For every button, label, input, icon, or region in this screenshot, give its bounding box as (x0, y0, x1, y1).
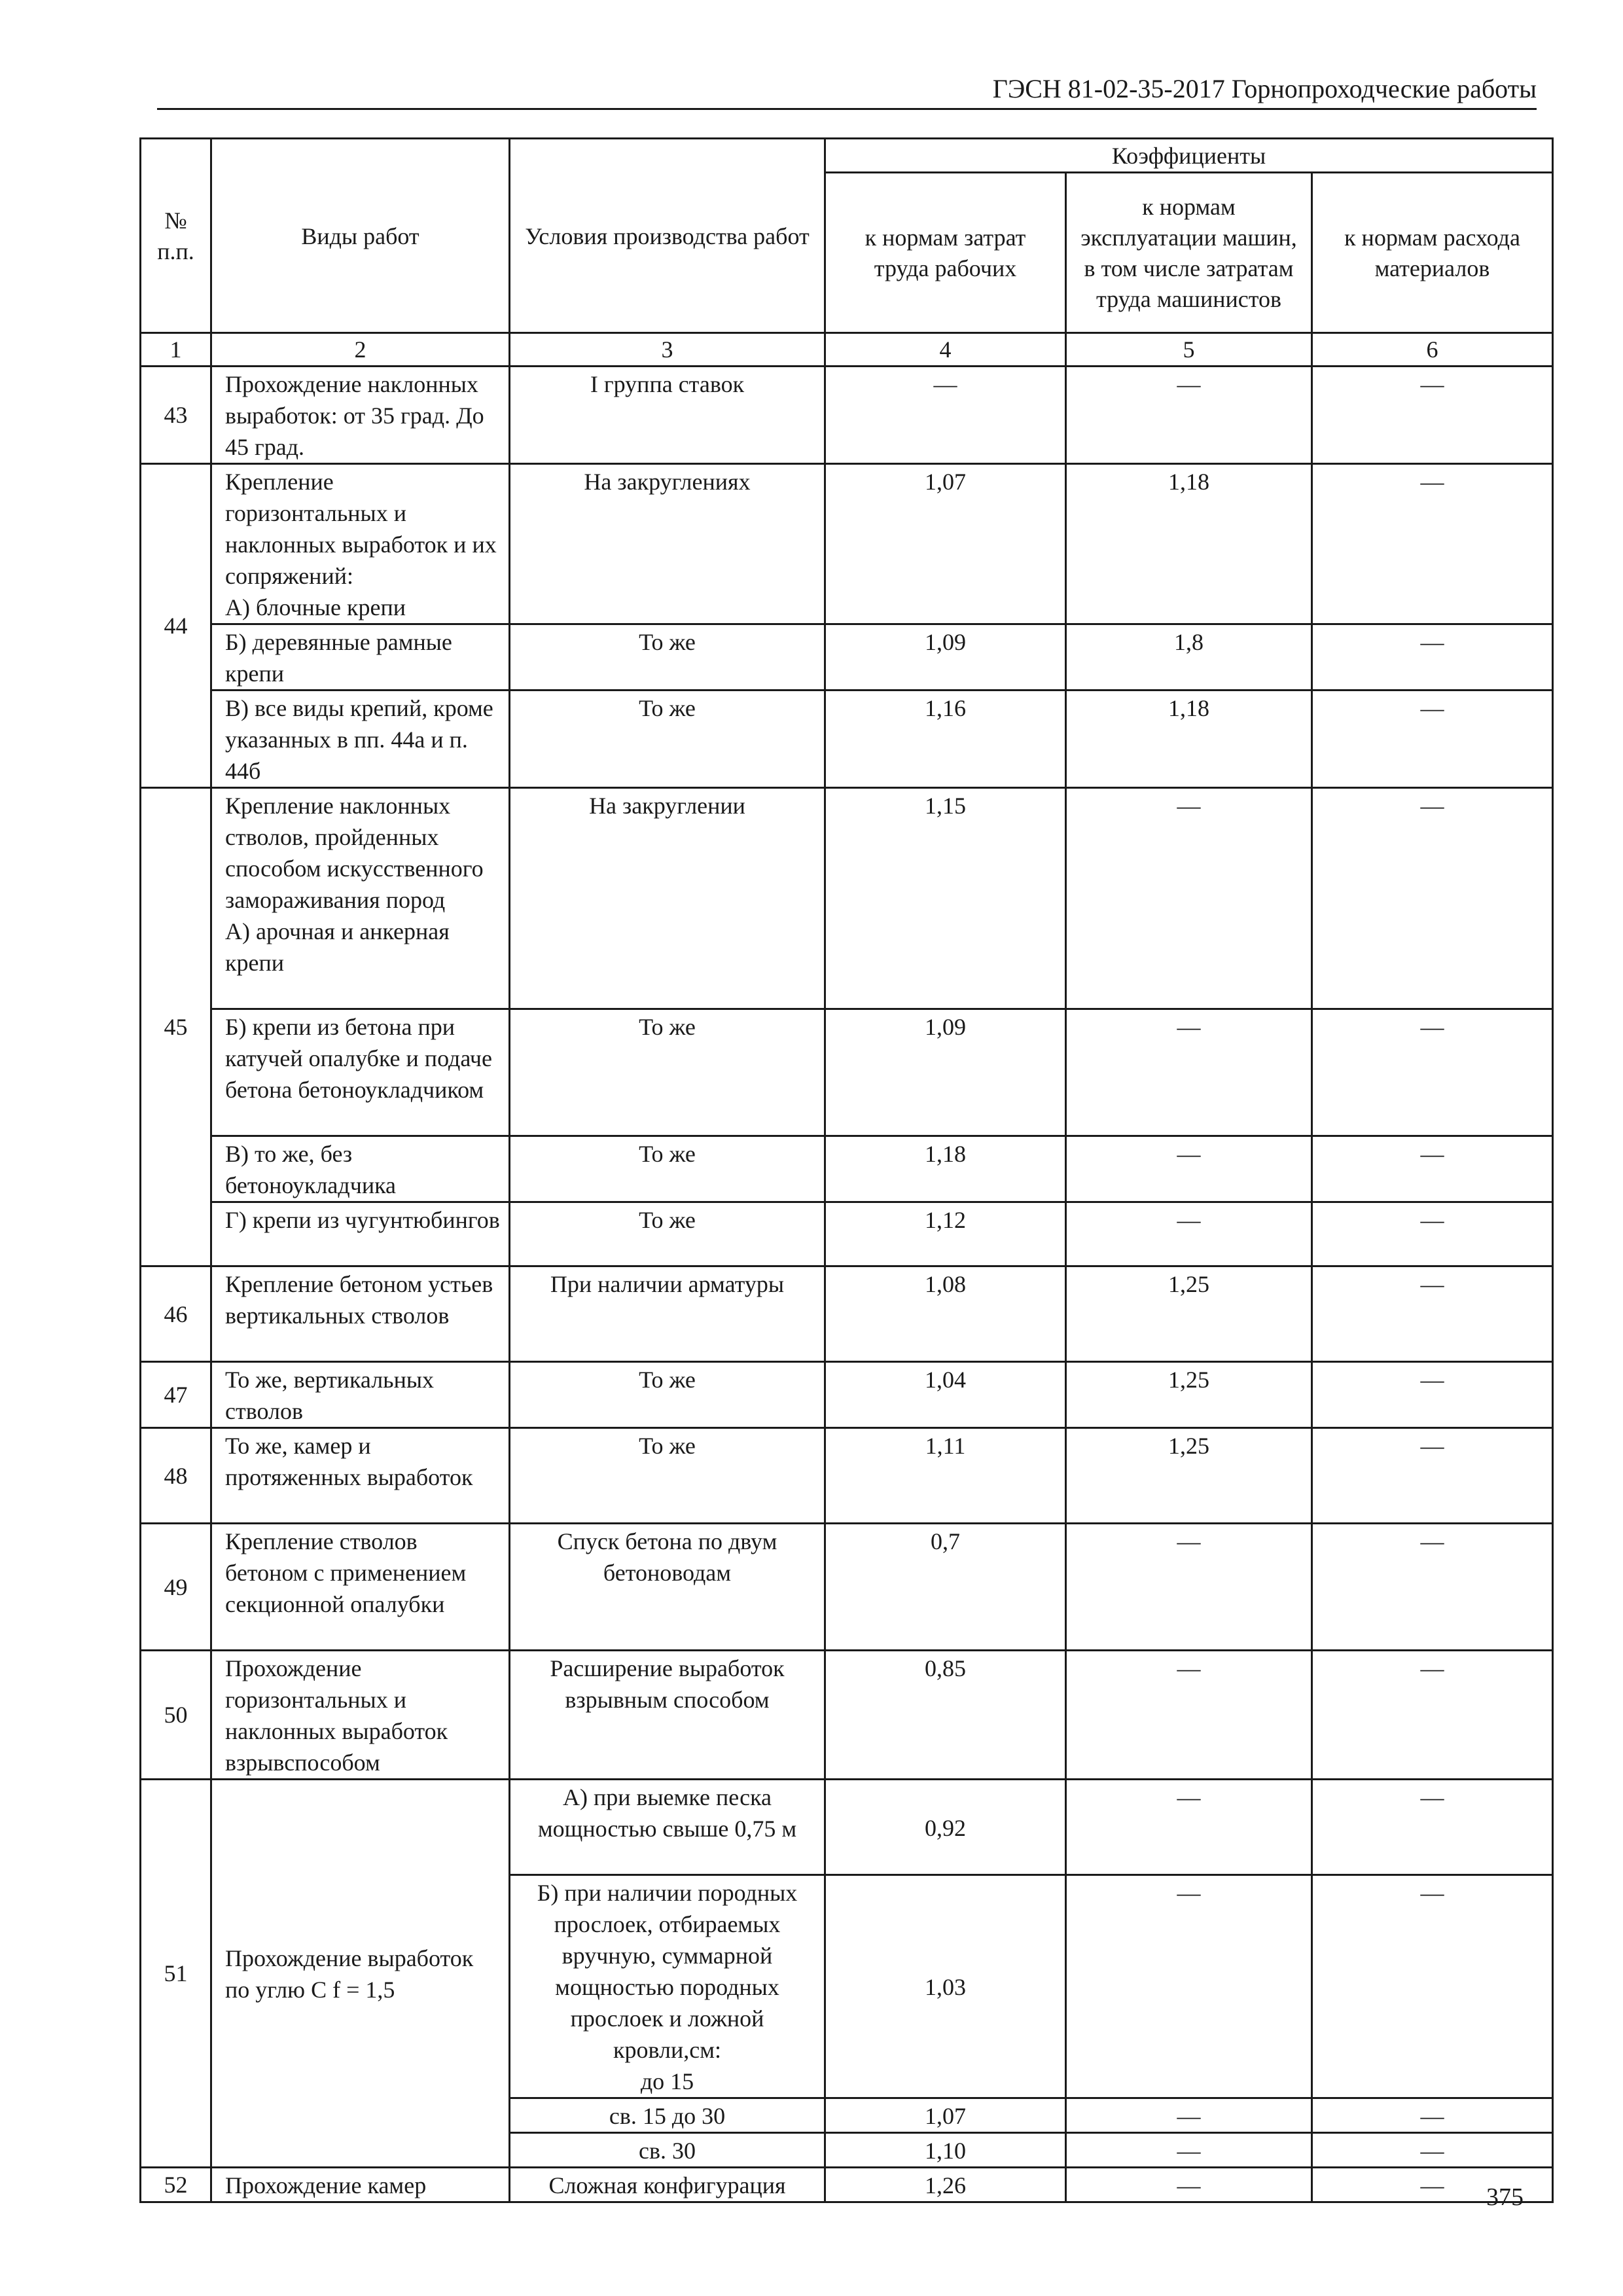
machines-coefficient: — (1066, 1136, 1312, 1202)
row-number: 49 (141, 1524, 211, 1651)
table-row (141, 1266, 1553, 1362)
materials-coefficient: — (1312, 2098, 1553, 2133)
labor-coefficient: 0,7 (825, 1524, 1066, 1651)
table-row (141, 788, 1553, 1009)
work-type: Б) крепи из бетона при катучей опалубке и подаче бетона бетоноукладчиком (211, 1009, 510, 1136)
conditions: А) при выемке песка мощностью свыше 0,75 м (510, 1780, 825, 1875)
column-number: 4 (825, 333, 1066, 367)
header-num: № п.п. (141, 139, 211, 333)
conditions: То же (510, 1009, 825, 1136)
machines-coefficient: 1,25 (1066, 1266, 1312, 1362)
work-type: Крепление наклонных стволов, пройденных способом искусственного замораживания пород А) арочная и анкерная крепи (211, 788, 510, 1009)
row-number: 50 (141, 1651, 211, 1780)
conditions: Расширение выработок взрывным способом (510, 1651, 825, 1780)
machines-coefficient: 1,25 (1066, 1362, 1312, 1428)
materials-coefficient: — (1312, 464, 1553, 624)
materials-coefficient: — (1312, 1524, 1553, 1651)
labor-coefficient: 1,16 (825, 691, 1066, 788)
materials-coefficient: — (1312, 2168, 1553, 2202)
labor-coefficient: 0,85 (825, 1651, 1066, 1780)
materials-coefficient: — (1312, 691, 1553, 788)
work-type: Г) крепи из чугунтюбингов (211, 1202, 510, 1266)
labor-coefficient: 1,07 (825, 464, 1066, 624)
work-type: Прохождение горизонтальных и наклонных выработок взрывспособом (211, 1651, 510, 1780)
column-numbers-row (141, 333, 1553, 367)
labor-coefficient: 1,15 (825, 788, 1066, 1009)
work-type: Крепление горизонтальных и наклонных выработок и их сопряжений: А) блочные крепи (211, 464, 510, 624)
machines-coefficient: 1,25 (1066, 1428, 1312, 1524)
machines-coefficient: — (1066, 788, 1312, 1009)
materials-coefficient: — (1312, 1009, 1553, 1136)
header-rule (157, 108, 1537, 110)
machines-coefficient: — (1066, 1202, 1312, 1266)
materials-coefficient: — (1312, 1202, 1553, 1266)
machines-coefficient: — (1066, 1009, 1312, 1136)
materials-coefficient: — (1312, 1266, 1553, 1362)
materials-coefficient: — (1312, 1780, 1553, 1875)
row-number: 45 (141, 788, 211, 1266)
labor-coefficient: 1,10 (825, 2133, 1066, 2168)
conditions: То же (510, 1202, 825, 1266)
materials-coefficient: — (1312, 1428, 1553, 1524)
table-row (141, 1780, 1553, 1875)
labor-coefficient: 1,09 (825, 624, 1066, 691)
table-row (141, 1428, 1553, 1524)
labor-coefficient: 1,26 (825, 2168, 1066, 2202)
table-row (141, 1524, 1553, 1651)
table-row (141, 464, 1553, 624)
labor-coefficient: 1,07 (825, 2098, 1066, 2133)
conditions: То же (510, 624, 825, 691)
materials-coefficient: — (1312, 788, 1553, 1009)
materials-coefficient: — (1312, 1651, 1553, 1780)
conditions: На закруглении (510, 788, 825, 1009)
coefficients-table (139, 137, 1554, 2203)
conditions: При наличии арматуры (510, 1266, 825, 1362)
labor-coefficient: 1,08 (825, 1266, 1066, 1362)
machines-coefficient: — (1066, 1524, 1312, 1651)
conditions: Сложная конфигурация (510, 2168, 825, 2202)
machines-coefficient: — (1066, 2098, 1312, 2133)
header-labor: к нормам затрат труда рабочих (825, 173, 1066, 333)
materials-coefficient: — (1312, 1136, 1553, 1202)
machines-coefficient: 1,18 (1066, 691, 1312, 788)
column-number: 5 (1066, 333, 1312, 367)
conditions: св. 30 (510, 2133, 825, 2168)
work-type: В) то же, без бетоноукладчика (211, 1136, 510, 1202)
labor-coefficient: 1,11 (825, 1428, 1066, 1524)
materials-coefficient: — (1312, 367, 1553, 464)
labor-coefficient: 1,12 (825, 1202, 1066, 1266)
materials-coefficient: — (1312, 1875, 1553, 2098)
conditions: То же (510, 691, 825, 788)
conditions: св. 15 до 30 (510, 2098, 825, 2133)
column-number: 6 (1312, 333, 1553, 367)
page-number: 375 (1486, 2183, 1524, 2211)
header-machines: к нормам эксплуатации машин, в том числе затратам труда машинистов (1066, 173, 1312, 333)
machines-coefficient: — (1066, 1780, 1312, 1875)
work-type: В) все виды крепий, кроме указанных в пп. 44а и п. 44б (211, 691, 510, 788)
row-number: 44 (141, 464, 211, 788)
header-work-types: Виды работ (211, 139, 510, 333)
table-row (141, 1202, 1553, 1266)
row-number: 46 (141, 1266, 211, 1362)
materials-coefficient: — (1312, 2133, 1553, 2168)
labor-coefficient: 1,04 (825, 1362, 1066, 1428)
row-number: 48 (141, 1428, 211, 1524)
column-number: 2 (211, 333, 510, 367)
machines-coefficient: — (1066, 2168, 1312, 2202)
work-type: Б) деревянные рамные крепи (211, 624, 510, 691)
machines-coefficient: — (1066, 1651, 1312, 1780)
work-type: То же, вертикальных стволов (211, 1362, 510, 1428)
materials-coefficient: — (1312, 1362, 1553, 1428)
row-number: 51 (141, 1780, 211, 2168)
header-materials: к нормам расхода материалов (1312, 173, 1553, 333)
table-row (141, 624, 1553, 691)
work-type: Прохождение камер (211, 2168, 510, 2202)
row-number: 47 (141, 1362, 211, 1428)
header-coefficients: Коэффициенты (825, 139, 1553, 173)
row-number: 52 (141, 2168, 211, 2202)
table-row (141, 1362, 1553, 1428)
labor-coefficient: 1,18 (825, 1136, 1066, 1202)
machines-coefficient: 1,18 (1066, 464, 1312, 624)
work-type: Крепление бетоном устьев вертикальных стволов (211, 1266, 510, 1362)
materials-coefficient: — (1312, 624, 1553, 691)
conditions: То же (510, 1428, 825, 1524)
work-type: Прохождение выработок по углю С f = 1,5 (211, 1780, 510, 2168)
conditions: На закруглениях (510, 464, 825, 624)
row-number: 43 (141, 367, 211, 464)
work-type: Прохождение наклонных выработок: от 35 град. До 45 град. (211, 367, 510, 464)
document-header: ГЭСН 81-02-35-2017 Горнопроходческие работы (992, 74, 1537, 103)
table-row (141, 2168, 1553, 2202)
labor-coefficient: 1,09 (825, 1009, 1066, 1136)
machines-coefficient: 1,8 (1066, 624, 1312, 691)
conditions: То же (510, 1136, 825, 1202)
table-row (141, 1136, 1553, 1202)
column-number: 1 (141, 333, 211, 367)
machines-coefficient: — (1066, 1875, 1312, 2098)
machines-coefficient: — (1066, 2133, 1312, 2168)
column-number: 3 (510, 333, 825, 367)
labor-coefficient: — (825, 367, 1066, 464)
table-row (141, 1009, 1553, 1136)
table-row (141, 1651, 1553, 1780)
table-row (141, 691, 1553, 788)
labor-coefficient: 1,03 (825, 1875, 1066, 2098)
machines-coefficient: — (1066, 367, 1312, 464)
conditions: Спуск бетона по двум бетоноводам (510, 1524, 825, 1651)
table-row (141, 367, 1553, 464)
header-conditions: Условия производства работ (510, 139, 825, 333)
work-type: Крепление стволов бетоном с применением секционной опалубки (211, 1524, 510, 1651)
labor-coefficient: 0,92 (825, 1780, 1066, 1875)
work-type: То же, камер и протяженных выработок (211, 1428, 510, 1524)
conditions: I группа ставок (510, 367, 825, 464)
conditions: Б) при наличии породных прослоек, отбираемых вручную, суммарной мощностью породных прослоек и ложной кровли,см: до 15 (510, 1875, 825, 2098)
conditions: То же (510, 1362, 825, 1428)
